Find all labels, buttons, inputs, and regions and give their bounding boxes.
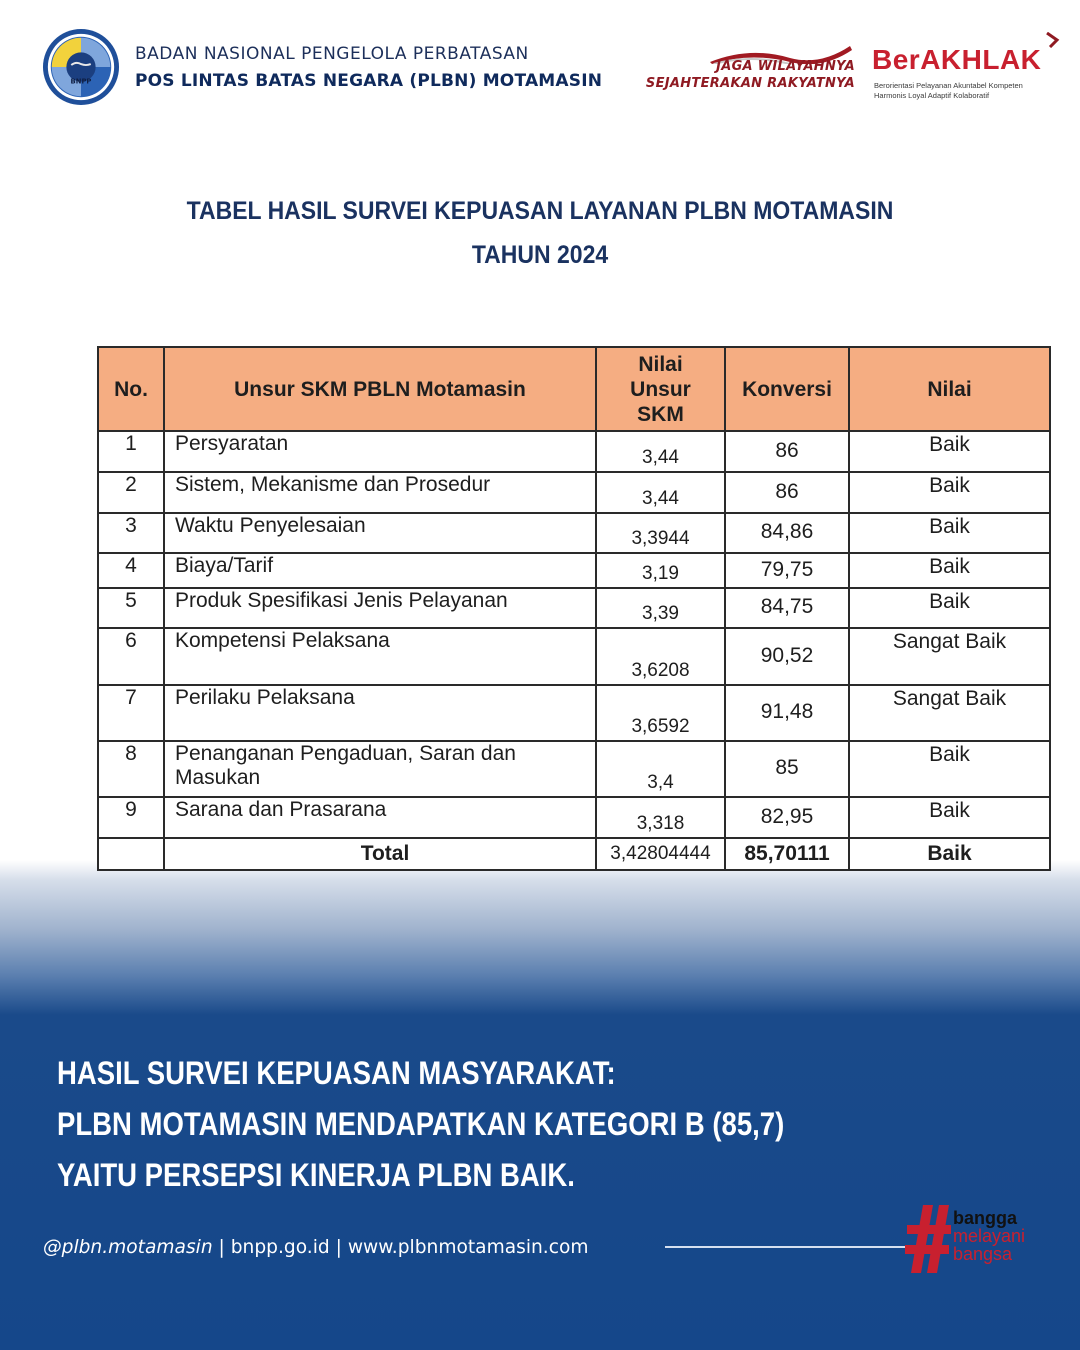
row-konversi: [725, 588, 849, 628]
row-nilai-unsur: [596, 628, 725, 685]
row-konversi-text: 85: [775, 756, 799, 779]
tag-word2: melayani: [953, 1226, 1026, 1246]
row-no-text: 7: [125, 686, 137, 709]
table-row: [98, 553, 1050, 588]
row-konversi-text: 82,95: [760, 804, 814, 828]
row-nilai-unsur-text: 3,318: [636, 813, 685, 834]
table-header-row: [98, 347, 1050, 431]
row-nilai-text: Sangat Baik: [892, 687, 1007, 710]
row-unsur-text: Waktu Penyelesaian: [175, 514, 366, 537]
row-nilai-text: Baik: [929, 590, 970, 613]
row-nilai-text: Baik: [929, 743, 970, 766]
row-nilai: [849, 431, 1050, 472]
slogan-line2: SEJAHTERAKAN RAKYATNYA: [645, 76, 855, 91]
row-unsur: [164, 513, 596, 553]
row-nilai: [849, 797, 1050, 838]
row-nilai-unsur-text: 3,4: [647, 772, 674, 793]
row-nilai-text: Baik: [929, 474, 970, 497]
separator: |: [329, 1236, 348, 1258]
table-row: [98, 513, 1050, 553]
row-nilai: [849, 553, 1050, 588]
row-unsur-text: Kompetensi Pelaksana: [175, 629, 390, 652]
row-nilai-unsur-text: 3,6592: [631, 716, 690, 737]
header-nilai-unsur-line3: SKM: [637, 402, 684, 426]
header-nilai: Nilai: [849, 347, 1050, 431]
row-no-text: 2: [125, 473, 137, 496]
row-unsur: [164, 588, 596, 628]
row-nilai-unsur-text: 3,44: [642, 447, 679, 468]
row-unsur: [164, 741, 596, 797]
table-row: [98, 472, 1050, 513]
slogan-logo: [645, 44, 855, 94]
row-nilai-unsur-text: 3,39: [642, 603, 679, 624]
berakhlak-logo: [872, 32, 1062, 102]
row-no-text: 4: [125, 554, 137, 577]
row-nilai-unsur: [596, 685, 725, 741]
row-nilai-text: Baik: [929, 799, 970, 822]
table-row: [98, 685, 1050, 741]
row-unsur: [164, 685, 596, 741]
org-name: BADAN NASIONAL PENGELOLA PERBATASAN: [135, 44, 529, 64]
row-nilai: [849, 588, 1050, 628]
row-unsur-text: Sistem, Mekanisme dan Prosedur: [175, 473, 491, 496]
header-no: No.: [98, 347, 164, 431]
instagram-handle[interactable]: @plbn.motamasin: [43, 1236, 213, 1258]
table-row: [98, 431, 1050, 472]
table-row: [98, 588, 1050, 628]
page-title: TABEL HASIL SURVEI KEPUASAN LAYANAN PLBN MOTAMASIN: [186, 197, 894, 225]
row-konversi: [725, 628, 849, 685]
row-nilai: [849, 741, 1050, 797]
row-no-text: 1: [125, 432, 137, 455]
tag-word1: bangga: [953, 1208, 1018, 1228]
row-konversi-text: 79,75: [760, 557, 814, 581]
row-unsur: [164, 797, 596, 838]
row-nilai-unsur: [596, 588, 725, 628]
row-nilai-unsur: [596, 797, 725, 838]
row-unsur-text: Penanganan Pengaduan, Saran dan Masukan: [175, 742, 516, 789]
total-nilai: Baik: [849, 838, 1050, 870]
survey-table: [97, 346, 1051, 871]
footer-divider: [665, 1246, 915, 1248]
row-konversi: [725, 472, 849, 513]
row-konversi-text: 84,86: [760, 520, 814, 543]
row-unsur-text: Sarana dan Prasarana: [175, 798, 387, 821]
row-nilai: [849, 513, 1050, 553]
row-konversi-text: 86: [775, 479, 799, 503]
header-nilai-unsur-line1: Nilai: [638, 352, 683, 376]
post-name: POS LINTAS BATAS NEGARA (PLBN) MOTAMASIN: [135, 71, 603, 91]
total-no: [98, 838, 164, 870]
tag-word3: bangsa: [953, 1244, 1013, 1264]
row-no: [98, 588, 164, 628]
total-konversi: 85,70111: [725, 838, 849, 870]
row-no: [98, 513, 164, 553]
row-nilai-unsur-text: 3,3944: [631, 528, 690, 549]
berakhlak-tagline1: Berorientasi Pelayanan Akuntabel Kompeten: [874, 81, 1023, 90]
footer-links: [43, 1236, 588, 1258]
chevron-right-icon: [1044, 32, 1060, 48]
row-nilai-unsur: [596, 431, 725, 472]
row-nilai-unsur-text: 3,44: [642, 488, 679, 509]
row-konversi: [725, 741, 849, 797]
headline-line2: PLBN MOTAMASIN MENDAPATKAN KATEGORI B (85,7): [57, 1106, 785, 1142]
row-nilai-text: Baik: [929, 433, 970, 456]
row-unsur-text: Biaya/Tarif: [175, 554, 274, 577]
site-plbn[interactable]: www.plbnmotamasin.com: [347, 1236, 589, 1258]
berakhlak-brand: BerAKHLAK: [872, 44, 1042, 75]
header-unsur: Unsur SKM PBLN Motamasin: [164, 347, 596, 431]
svg-text:BNPP: BNPP: [70, 77, 92, 86]
page-subtitle: TAHUN 2024: [471, 241, 609, 269]
row-unsur: [164, 472, 596, 513]
row-no-text: 9: [125, 798, 137, 821]
row-nilai-unsur: [596, 513, 725, 553]
header-nilai-unsur: [596, 347, 725, 431]
row-konversi: [725, 513, 849, 553]
headline-line1: HASIL SURVEI KEPUASAN MASYARAKAT:: [57, 1055, 616, 1091]
row-unsur: [164, 431, 596, 472]
header-konversi: Konversi: [725, 347, 849, 431]
slogan-line1: JAGA WILAYAHNYA: [716, 59, 855, 74]
hashtag-icon: [905, 1205, 953, 1273]
row-nilai-text: Baik: [929, 555, 970, 578]
row-no-text: 8: [125, 742, 137, 765]
header-nilai-unsur-line2: Unsur: [630, 377, 691, 401]
row-unsur-text: Persyaratan: [175, 432, 289, 455]
row-nilai: [849, 628, 1050, 685]
row-nilai: [849, 685, 1050, 741]
bangga-melayani-bangsa-logo: [905, 1205, 1055, 1275]
row-no: [98, 431, 164, 472]
row-unsur: [164, 553, 596, 588]
header: [0, 0, 1080, 120]
berakhlak-tagline2: Harmonis Loyal Adaptif Kolaboratif: [874, 91, 990, 100]
row-konversi: [725, 553, 849, 588]
row-konversi: [725, 797, 849, 838]
row-unsur: [164, 628, 596, 685]
row-no: [98, 685, 164, 741]
table-row: [98, 741, 1050, 797]
row-konversi: [725, 685, 849, 741]
row-nilai: [849, 472, 1050, 513]
row-nilai-unsur-text: 3,19: [642, 563, 679, 584]
row-nilai-text: Sangat Baik: [892, 630, 1007, 653]
row-konversi: [725, 431, 849, 472]
row-no: [98, 472, 164, 513]
total-nilai-unsur: 3,42804444: [596, 838, 725, 870]
separator: |: [212, 1236, 231, 1258]
row-nilai-unsur-text: 3,6208: [631, 660, 690, 681]
row-konversi-text: 84,75: [760, 595, 814, 618]
row-unsur-text: Produk Spesifikasi Jenis Pelayanan: [175, 589, 508, 612]
row-nilai-unsur: [596, 472, 725, 513]
row-unsur-text: Perilaku Pelaksana: [175, 686, 355, 709]
headline-line3: YAITU PERSEPSI KINERJA PLBN BAIK.: [57, 1157, 575, 1193]
row-konversi-text: 91,48: [760, 700, 814, 723]
bnpp-logo: [42, 28, 120, 106]
row-no: [98, 741, 164, 797]
row-no: [98, 628, 164, 685]
table-total-row: [98, 838, 1050, 870]
row-konversi-text: 86: [775, 438, 799, 462]
row-nilai-unsur: [596, 741, 725, 797]
row-no-text: 5: [125, 589, 137, 612]
table-row: [98, 797, 1050, 838]
row-konversi-text: 90,52: [760, 643, 814, 667]
row-no: [98, 553, 164, 588]
row-no-text: 3: [125, 514, 137, 537]
row-no-text: 6: [125, 629, 137, 652]
table-row: [98, 628, 1050, 685]
total-label: Total: [164, 838, 596, 870]
row-nilai-text: Baik: [929, 515, 970, 538]
row-nilai-unsur: [596, 553, 725, 588]
site-bnpp[interactable]: bnpp.go.id: [230, 1236, 330, 1258]
row-no: [98, 797, 164, 838]
